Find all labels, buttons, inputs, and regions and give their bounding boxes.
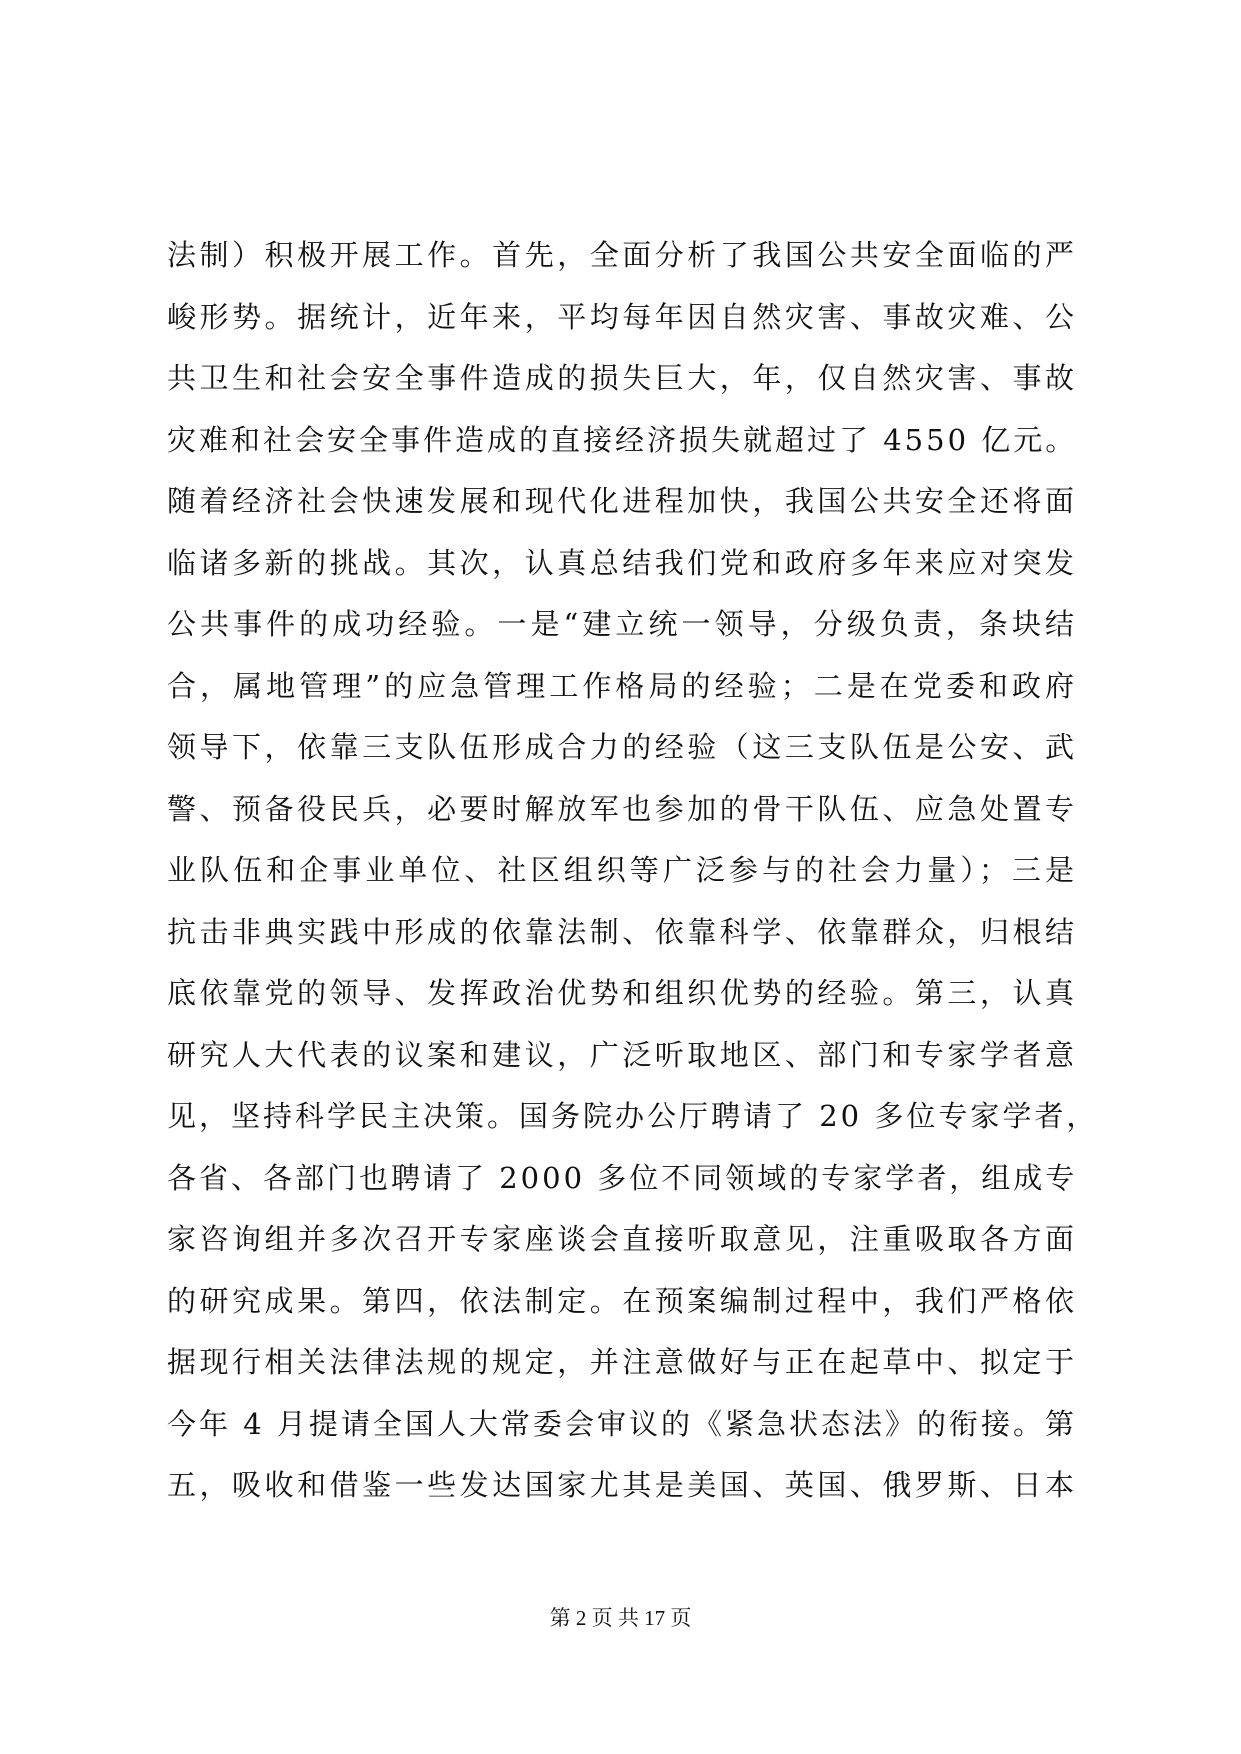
text-line: 法制）积极开展工作。首先，全面分析了我国公共安全面临的严	[167, 238, 1077, 272]
text-line: 灾难和社会安全事件造成的直接经济损失就超过了 4550 亿元。	[167, 422, 1078, 457]
text-line: 五，吸收和借鉴一些发达国家尤其是美国、英国、俄罗斯、日本	[167, 1468, 1077, 1502]
text-line: 家咨询组并多次召开专家座谈会直接听取意见，注重吸取各方面	[167, 1222, 1077, 1256]
text-line: 公共事件的成功经验。一是“建立统一领导，分级负责，条块结	[167, 607, 1077, 641]
text-line: 各省、各部门也聘请了 2000 多位不同领域的专家学者，组成专	[167, 1160, 1078, 1195]
text-line: 峻形势。据统计，近年来，平均每年因自然灾害、事故灾难、公	[167, 299, 1077, 334]
text-line: 领导下，依靠三支队伍形成合力的经验（这三支队伍是公安、武	[167, 730, 1077, 764]
text-line: 临诸多新的挑战。其次，认真总结我们党和政府多年来应对突发	[167, 545, 1077, 580]
text-line: 警、预备役民兵，必要时解放军也参加的骨干队伍、应急处置专	[167, 791, 1077, 826]
text-line: 随着经济社会快速发展和现代化进程加快，我国公共安全还将面	[167, 484, 1077, 518]
text-line: 据现行相关法律法规的规定，并注意做好与正在起草中、拟定于	[167, 1345, 1077, 1379]
text-line: 的研究成果。第四，依法制定。在预案编制过程中，我们严格依	[167, 1283, 1077, 1318]
text-line: 见，坚持科学民主决策。国务院办公厅聘请了 20 多位专家学者，	[167, 1099, 1099, 1133]
text-line: 业队伍和企事业单位、社区组织等广泛参与的社会力量）；三是	[167, 853, 1077, 887]
text-line: 共卫生和社会安全事件造成的损失巨大，年，仅自然灾害、事故	[167, 361, 1077, 395]
text-line: 今年 4 月提请全国人大常委会审议的《紧急状态法》的衔接。第	[167, 1406, 1077, 1441]
body-text	[167, 225, 1099, 1517]
page-number-footer: 第 2 页 共 17 页	[549, 1606, 692, 1630]
text-line: 合，属地管理”的应急管理工作格局的经验；二是在党委和政府	[167, 668, 1077, 703]
text-line: 研究人大代表的议案和建议，广泛听取地区、部门和专家学者意	[167, 1037, 1077, 1072]
text-line: 抗击非典实践中形成的依靠法制、依靠科学、依靠群众，归根结	[167, 914, 1077, 949]
text-line: 底依靠党的领导、发挥政治优势和组织优势的经验。第三，认真	[167, 976, 1077, 1010]
